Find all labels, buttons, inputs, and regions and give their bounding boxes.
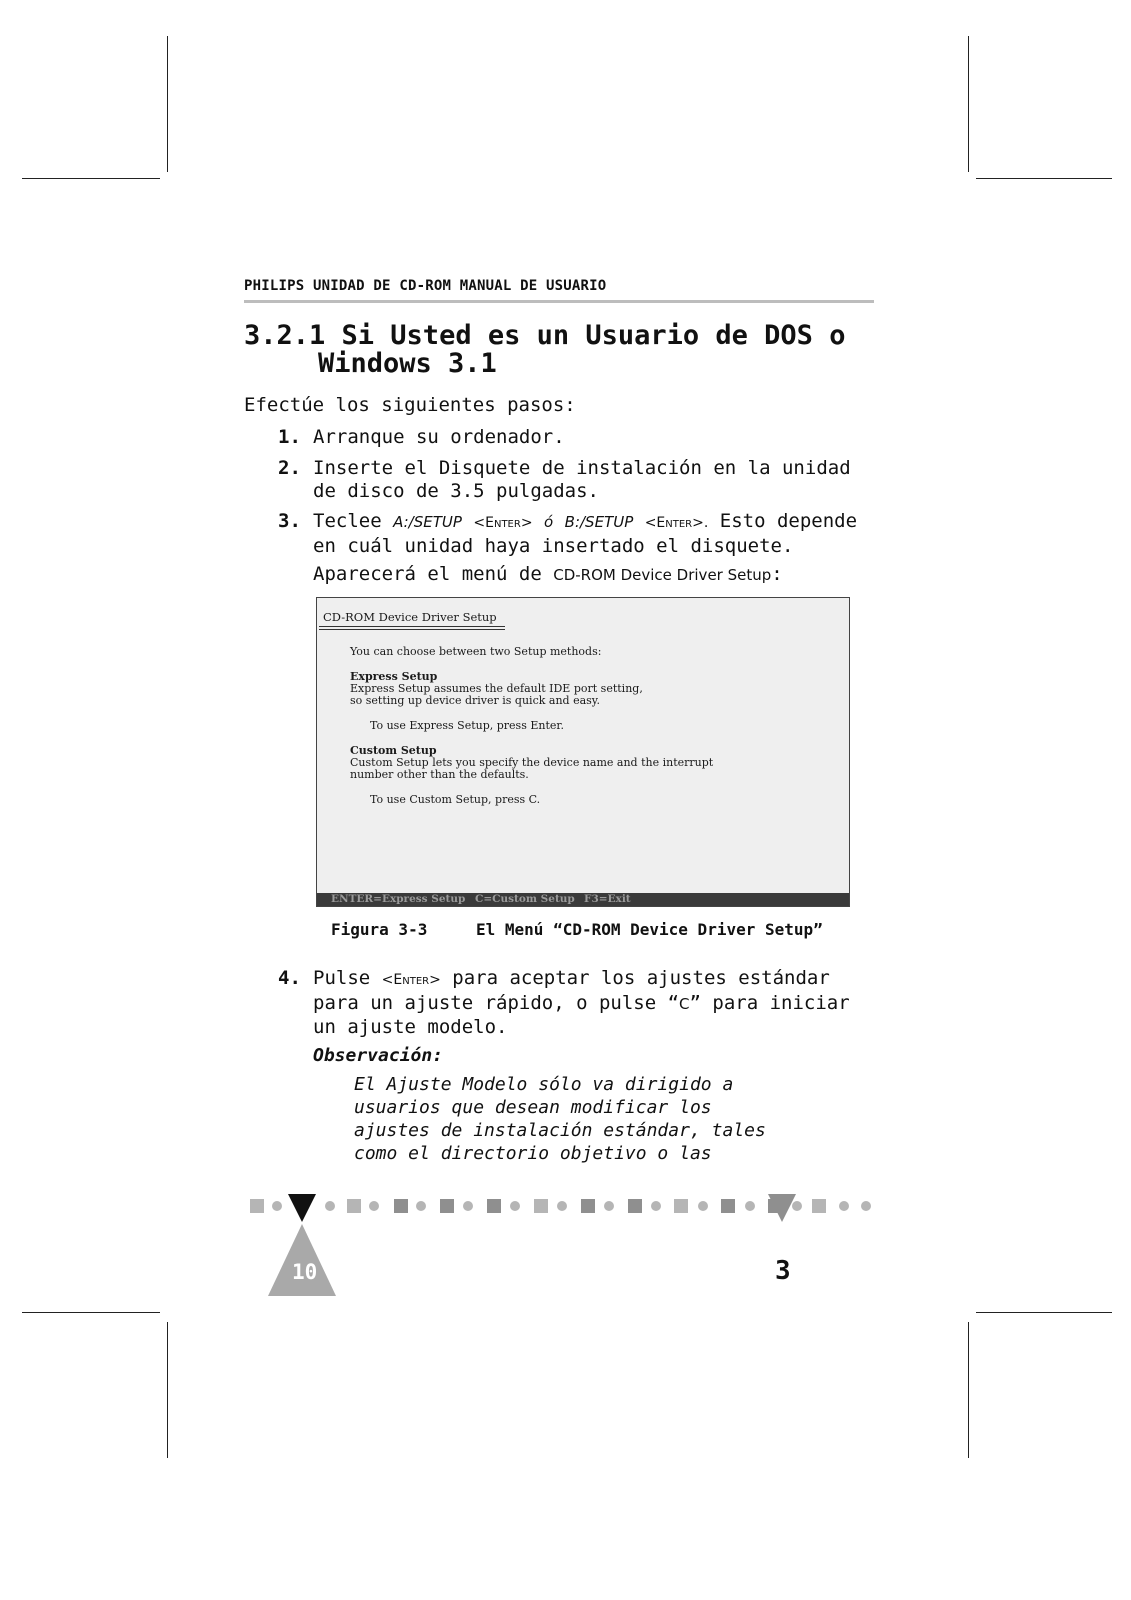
screen-line: You can choose between two Setup methods: bbox=[350, 645, 602, 658]
decor-dot bbox=[325, 1201, 335, 1211]
screen-title-underline bbox=[319, 629, 505, 630]
enter-key: <Enter> bbox=[473, 515, 533, 531]
header-rule bbox=[244, 300, 874, 303]
screen-line: Custom Setup lets you specify the device name and the interrupt bbox=[350, 756, 714, 769]
decor-dot bbox=[745, 1201, 755, 1211]
decor-dot bbox=[839, 1201, 849, 1211]
note-line: usuarios que desean modificar los bbox=[354, 1097, 712, 1118]
decor-square bbox=[581, 1199, 595, 1213]
page-number-left: 10 bbox=[292, 1260, 318, 1284]
crop-mark bbox=[22, 178, 160, 179]
decor-dot bbox=[557, 1201, 567, 1211]
intro-text: Efectúe los siguientes pasos: bbox=[244, 394, 576, 416]
footer-decoration bbox=[244, 1190, 884, 1310]
decor-dot bbox=[416, 1201, 426, 1211]
note-line: El Ajuste Modelo sólo va dirigido a bbox=[354, 1074, 734, 1095]
step-text-pulse: Pulse bbox=[313, 967, 371, 989]
decor-square bbox=[628, 1199, 642, 1213]
decor-square bbox=[250, 1199, 264, 1213]
screen-line: number other than the defaults. bbox=[350, 768, 529, 781]
screen-line: To use Custom Setup, press C. bbox=[370, 793, 541, 806]
step-number: 4. bbox=[278, 967, 301, 989]
list-item bbox=[278, 426, 878, 449]
setup-screenshot bbox=[316, 597, 850, 907]
decor-square bbox=[394, 1199, 408, 1213]
decor-square bbox=[721, 1199, 735, 1213]
appears-prefix: Aparecerá el menú de bbox=[313, 563, 542, 585]
note-label: Observación: bbox=[313, 1045, 444, 1066]
decor-square bbox=[812, 1199, 826, 1213]
figure-caption bbox=[331, 920, 891, 939]
command-a: A:/SETUP bbox=[393, 513, 462, 531]
list-item bbox=[278, 967, 878, 1039]
note-line: como el directorio objetivo o las bbox=[354, 1143, 712, 1164]
section-title-line2: Windows 3.1 bbox=[318, 348, 497, 379]
step-number: 2. bbox=[278, 457, 301, 479]
step-text-line: para un ajuste rápido, o pulse “ bbox=[313, 992, 680, 1014]
crop-mark bbox=[968, 36, 969, 172]
appears-text bbox=[313, 563, 783, 587]
step-text: Arranque su ordenador. bbox=[313, 426, 565, 448]
section-title-line1: 3.2.1 Si Usted es un Usuario de DOS o bbox=[244, 320, 846, 351]
black-down-triangle bbox=[288, 1194, 316, 1222]
list-item bbox=[278, 457, 878, 503]
decor-dot bbox=[861, 1201, 871, 1211]
enter-key: <Enter> bbox=[381, 972, 441, 988]
or-word: ó bbox=[544, 513, 554, 531]
step-text-prefix: Teclee bbox=[313, 510, 382, 532]
decor-dot bbox=[463, 1201, 473, 1211]
screen-status-bar bbox=[317, 893, 849, 906]
figure-label: Figura 3-3 bbox=[331, 920, 428, 939]
step-text-line: Inserte el Disquete de instalación en la unidad bbox=[313, 457, 851, 479]
step-text-line: en cuál unidad haya insertado el disquete. bbox=[313, 535, 794, 557]
decor-square bbox=[440, 1199, 454, 1213]
decor-square bbox=[534, 1199, 548, 1213]
command-b: B:/SETUP bbox=[564, 513, 634, 531]
menu-name: CD-ROM Device Driver Setup bbox=[553, 566, 772, 584]
key-c: C bbox=[679, 995, 690, 1013]
step-text-rest: Esto depende bbox=[719, 510, 858, 532]
decor-dot bbox=[510, 1201, 520, 1211]
decor-dot bbox=[651, 1201, 661, 1211]
list-item bbox=[278, 510, 878, 558]
step-number: 3. bbox=[278, 510, 301, 532]
step-text-line: un ajuste modelo. bbox=[313, 1016, 508, 1038]
note-line: ajustes de instalación estándar, tales bbox=[354, 1120, 766, 1141]
crop-mark bbox=[22, 1312, 160, 1313]
figure-title: El Menú “CD-ROM Device Driver Setup” bbox=[476, 920, 823, 939]
decor-dot bbox=[698, 1201, 708, 1211]
decor-dot bbox=[604, 1201, 614, 1211]
step-text-line: para aceptar los ajustes estándar bbox=[452, 967, 830, 989]
screen-line: Express Setup assumes the default IDE port setting, bbox=[350, 682, 643, 695]
screen-title: CD-ROM Device Driver Setup bbox=[323, 610, 497, 624]
note-body bbox=[354, 1073, 824, 1165]
decor-square bbox=[487, 1199, 501, 1213]
crop-mark bbox=[976, 178, 1112, 179]
decor-dot bbox=[272, 1201, 282, 1211]
page-number-right: 3 bbox=[775, 1256, 791, 1286]
step-text bbox=[313, 967, 878, 1039]
section-title bbox=[244, 322, 884, 378]
step-number: 1. bbox=[278, 426, 301, 448]
screen-title-underline bbox=[319, 626, 505, 627]
step-text-line: de disco de 3.5 pulgadas. bbox=[313, 480, 599, 502]
running-header: PHILIPS UNIDAD DE CD-ROM MANUAL DE USUARIO bbox=[244, 278, 607, 294]
decor-square bbox=[674, 1199, 688, 1213]
status-item: C=Custom Setup bbox=[475, 893, 575, 905]
decor-dot bbox=[792, 1201, 802, 1211]
decor-dot bbox=[369, 1201, 379, 1211]
step-text bbox=[313, 510, 878, 558]
screen-line: To use Express Setup, press Enter. bbox=[370, 719, 564, 732]
status-item: ENTER=Express Setup bbox=[331, 893, 466, 905]
crop-mark bbox=[968, 1322, 969, 1458]
crop-mark bbox=[976, 1312, 1112, 1313]
step-text bbox=[313, 457, 878, 503]
status-item: F3=Exit bbox=[584, 893, 631, 905]
enter-key: <Enter>. bbox=[644, 515, 709, 531]
crop-mark bbox=[167, 1322, 168, 1458]
crop-mark bbox=[167, 36, 168, 172]
decor-square bbox=[347, 1199, 361, 1213]
step-text-line: ” para iniciar bbox=[689, 992, 850, 1014]
screen-line: so setting up device driver is quick and easy. bbox=[350, 694, 601, 707]
appears-suffix: : bbox=[771, 563, 783, 585]
screen-line: Custom Setup bbox=[350, 744, 437, 757]
screen-line: Express Setup bbox=[350, 670, 438, 683]
